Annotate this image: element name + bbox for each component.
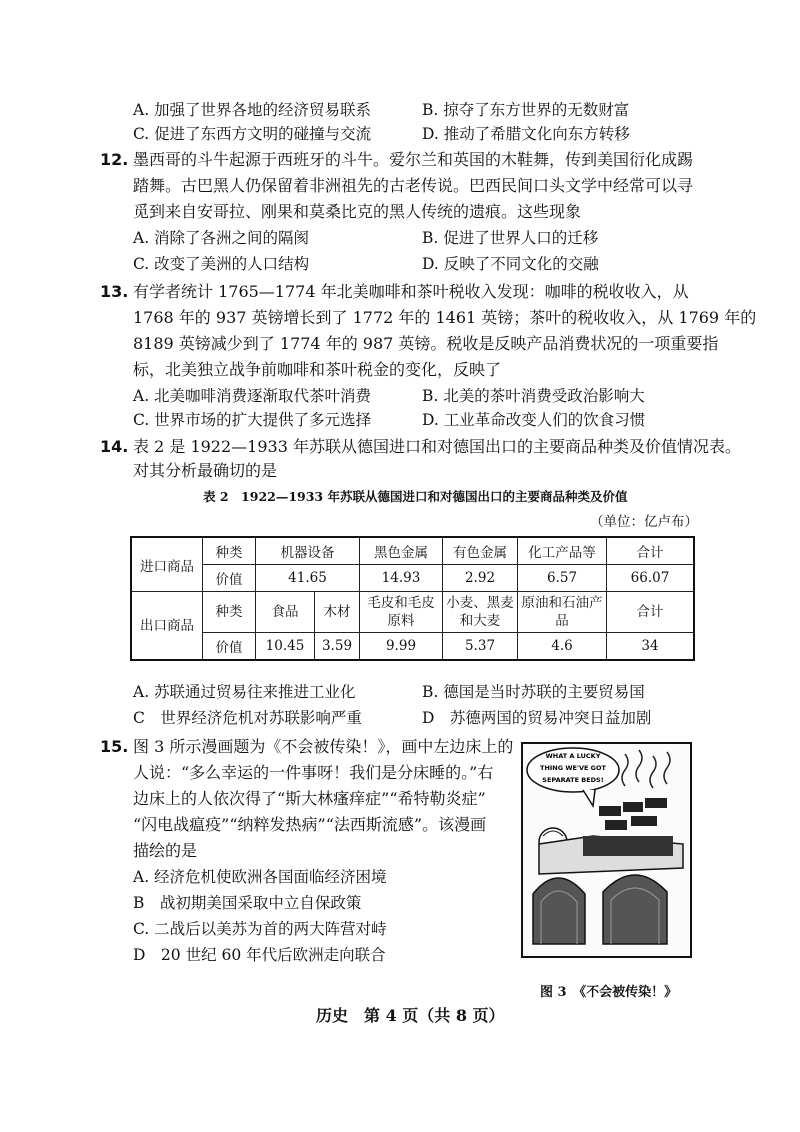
table-cell: 66.07	[607, 565, 695, 592]
table-row	[131, 592, 694, 633]
q15-line-5: 描绘的是	[133, 841, 198, 860]
q11-option-b: B. 掠夺了东方世界的无数财富	[422, 101, 630, 119]
q13-option-c: C. 世界市场的扩大提供了多元选择	[133, 411, 372, 429]
export-section-label: 出口商品	[131, 592, 203, 661]
table-cell: 合计	[607, 592, 695, 633]
svg-text:THING WE'VE GOT: THING WE'VE GOT	[540, 764, 606, 772]
q14-option-a: A. 苏联通过贸易往来推进工业化	[133, 683, 356, 701]
q12-option-d: D. 反映了不同文化的交融	[422, 255, 599, 273]
table-cell: 食品	[256, 592, 315, 633]
table-cell: 化工产品等	[518, 537, 607, 565]
table-row	[131, 537, 694, 565]
q13-option-d: D. 工业革命改变人们的饮食习惯	[422, 411, 646, 429]
table-cell: 14.93	[360, 565, 443, 592]
table-cell: 6.57	[518, 565, 607, 592]
trade-table	[130, 536, 695, 661]
svg-text:SEPARATE BEDS!: SEPARATE BEDS!	[542, 776, 604, 784]
table-cell: 5.37	[443, 633, 518, 661]
export-kind-header: 种类	[203, 592, 256, 633]
q13-option-b: B. 北美的茶叶消费受政治影响大	[422, 387, 645, 405]
q12-line-2: 踏舞。古巴黑人仍保留着非洲祖先的古老传说。巴西民间口头文学中经常可以寻	[133, 176, 694, 195]
q13-line-4: 标，北美独立战争前咖啡和茶叶税金的变化，反映了	[133, 360, 502, 379]
q13-option-a: A. 北美咖啡消费逐渐取代茶叶消费	[133, 387, 372, 405]
cartoon-caption: 图 3 《不会被传染！》	[540, 985, 678, 1000]
import-kind-header: 种类	[203, 537, 256, 565]
q15-line-4: “闪电战瘟疫”“纳粹发热病”“法西斯流感”。该漫画	[133, 815, 487, 834]
q11-option-d: D. 推动了希腊文化向东方转移	[422, 125, 630, 143]
table-cell: 小麦、黑麦和大麦	[443, 592, 518, 633]
q13-line-2: 1768 年的 937 英镑增长到了 1772 年的 1461 英镑；茶叶的税收收入，从 1769 年的	[133, 308, 757, 327]
q15-option-d: D 20 世纪 60 年代后欧洲走向联合	[133, 946, 386, 964]
import-value-header: 价值	[203, 565, 256, 592]
page-footer: 历史 第 4 页（共 8 页）	[316, 1006, 505, 1025]
q15-line-1: 图 3 所示漫画题为《不会被传染！》，画中左边床上的	[133, 737, 514, 756]
q14-option-c: C 世界经济危机对苏联影响严重	[133, 709, 362, 727]
q12-line-3: 觅到来自安哥拉、刚果和莫桑比克的黑人传统的遗痕。这些现象	[133, 202, 582, 221]
table-cell: 3.59	[315, 633, 360, 661]
q12-number: 12.	[100, 150, 129, 169]
q12-option-c: C. 改变了美洲的人口结构	[133, 255, 310, 273]
q12-option-a: A. 消除了各洲之间的隔阂	[133, 229, 310, 247]
table-unit: （单位：亿卢布）	[590, 514, 698, 530]
table-cell: 毛皮和毛皮原料	[360, 592, 443, 633]
q14-option-b: B. 德国是当时苏联的主要贸易国	[422, 683, 645, 701]
table-cell: 4.6	[518, 633, 607, 661]
table-row	[131, 633, 694, 661]
q13-line-1: 有学者统计 1765—1774 年北美咖啡和茶叶税收入发现：咖啡的税收收入，从	[133, 282, 689, 301]
cartoon-drawing	[523, 744, 690, 956]
table-title: 表 2 1922—1933 年苏联从德国进口和对德国出口的主要商品种类及价值	[203, 489, 628, 504]
q12-option-b: B. 促进了世界人口的迁移	[422, 229, 599, 247]
svg-text:WHAT A LUCKY: WHAT A LUCKY	[545, 752, 601, 760]
q14-option-d: D 苏德两国的贸易冲突日益加剧	[422, 709, 652, 727]
q14-line-2: 对其分析最确切的是	[133, 461, 278, 480]
q15-line-2: 人说：“多么幸运的一件事呀！我们是分床睡的。”右	[133, 763, 494, 782]
cartoon-image	[521, 742, 692, 958]
q15-option-c: C. 二战后以美苏为首的两大阵营对峙	[133, 920, 387, 938]
q15-option-a: A. 经济危机使欧洲各国面临经济困境	[133, 868, 387, 886]
table-cell: 黑色金属	[360, 537, 443, 565]
table-cell: 原油和石油产品	[518, 592, 607, 633]
q11-option-c: C. 促进了东西方文明的碰撞与交流	[133, 125, 372, 143]
table-cell: 合计	[607, 537, 695, 565]
table-cell: 34	[607, 633, 695, 661]
table-cell: 木材	[315, 592, 360, 633]
q13-line-3: 8189 英镑减少到了 1774 年的 987 英镑。税收是反映产品消费状况的一项重要指	[133, 334, 719, 353]
q15-option-b: B 战初期美国采取中立自保政策	[133, 894, 362, 912]
table-cell: 10.45	[256, 633, 315, 661]
q15-line-3: 边床上的人依次得了“斯大林瘙痒症”“希特勒炎症”	[133, 789, 486, 808]
q14-number: 14.	[100, 437, 129, 456]
q12-line-1: 墨西哥的斗牛起源于西班牙的斗牛。爱尔兰和英国的木鞋舞，传到美国衍化成踢	[133, 150, 694, 169]
q15-number: 15.	[100, 737, 129, 756]
export-value-header: 价值	[203, 633, 256, 661]
import-section-label: 进口商品	[131, 537, 203, 592]
table-row	[131, 565, 694, 592]
q13-number: 13.	[100, 282, 129, 301]
table-cell: 机器设备	[256, 537, 360, 565]
table-cell: 9.99	[360, 633, 443, 661]
table-cell: 有色金属	[443, 537, 518, 565]
table-cell: 2.92	[443, 565, 518, 592]
q14-line-1: 表 2 是 1922—1933 年苏联从德国进口和对德国出口的主要商品种类及价值情况表。	[133, 437, 741, 456]
q11-option-a: A. 加强了世界各地的经济贸易联系	[133, 101, 372, 119]
table-cell: 41.65	[256, 565, 360, 592]
